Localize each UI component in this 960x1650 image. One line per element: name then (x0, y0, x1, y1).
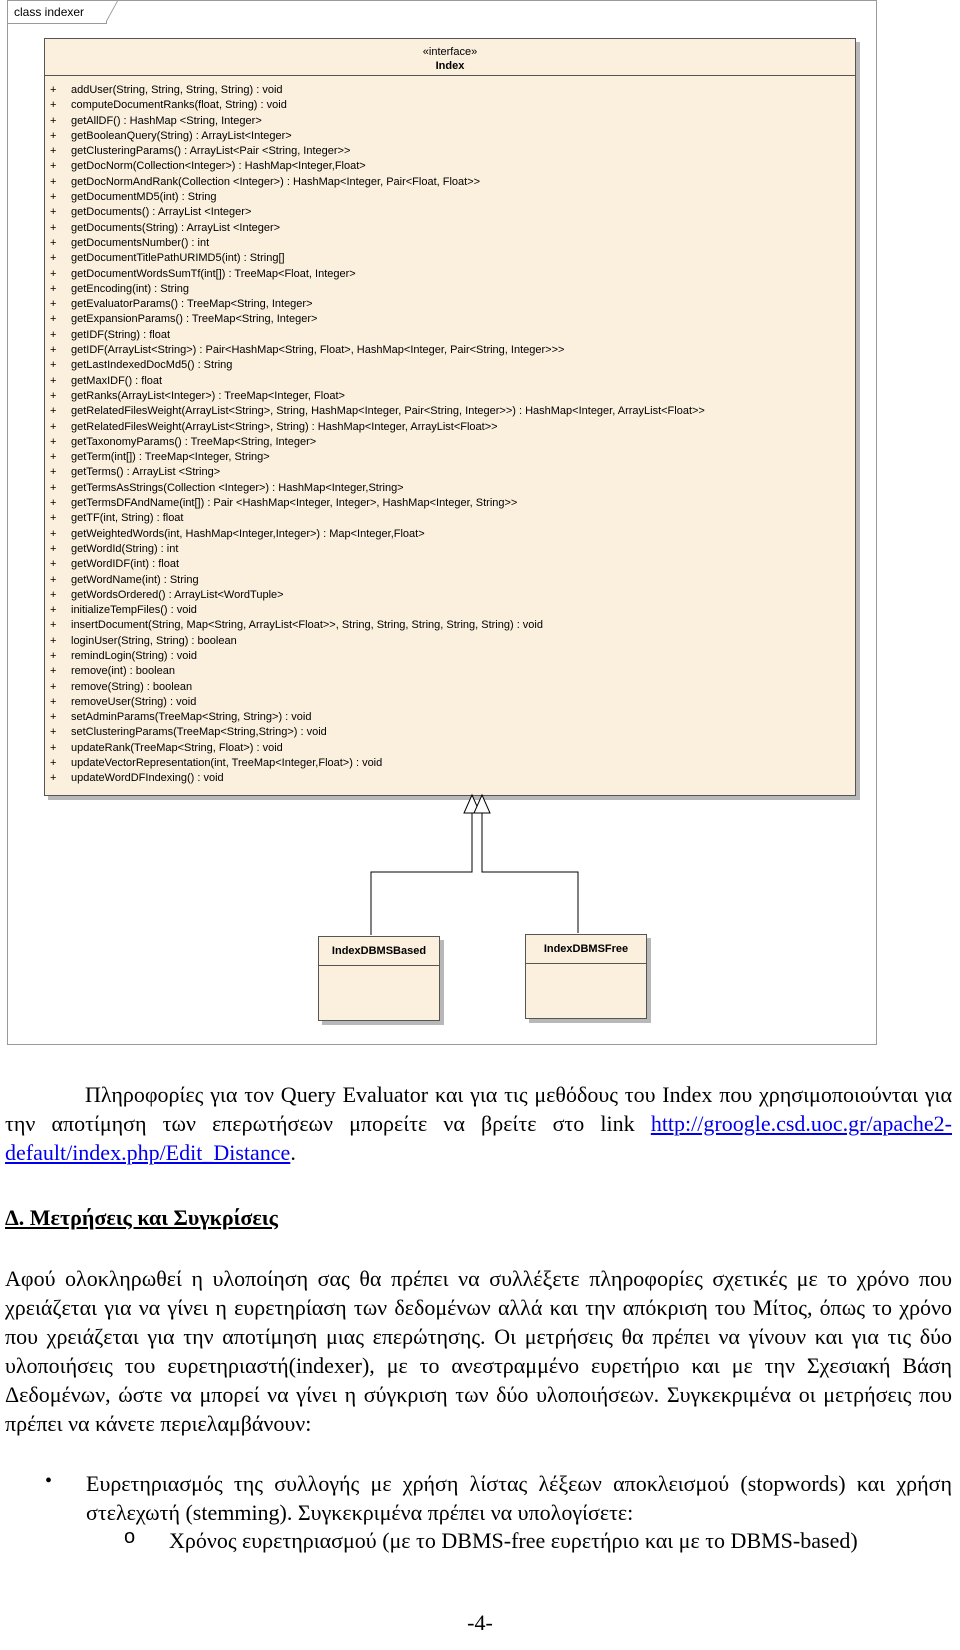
visibility-marker: + (50, 114, 57, 127)
info-text: Πληροφορίες για τον Query Evaluator και για τις μεθόδους του Index που χρησιμοποιούνται για την αποτίμηση των επερωτήσεων μπορείτε να βρείτε στο link (5, 1082, 952, 1136)
method-signature: getIDF(ArrayList<String>) : Pair<HashMap<String, Float>, HashMap<Integer, Pair<String, Integer>>> (71, 344, 565, 357)
sub-bullet-item: Χρόνος ευρετηριασμού (με το DBMS-free ευρετήριο και με το DBMS-based) (169, 1528, 858, 1553)
visibility-marker: + (50, 772, 57, 785)
bullet-item: Ευρετηριασμός της συλλογής με χρήση λίστας λέξεων αποκλεισμού (stopwords) και χρήση στελεχωτή (stemming). Συγκεκριμένα πρέπει να υπολογίσετε: (86, 1471, 952, 1525)
visibility-marker: + (50, 680, 57, 693)
interface-name: Index (435, 60, 465, 72)
method-signature: getRelatedFilesWeight(ArrayList<String>, String, HashMap<Integer, Pair<String, Integer>>) : HashMap<Integer, ArrayList<Float>> (71, 405, 705, 418)
visibility-marker: + (50, 665, 57, 678)
method-signature: getDocuments(String) : ArrayList <Integer> (71, 221, 281, 234)
visibility-marker: + (50, 497, 57, 510)
visibility-marker: + (50, 695, 57, 708)
diagram-frame-label: class indexer (8, 1, 107, 24)
visibility-marker: + (50, 84, 57, 96)
method-signature: getDocNorm(Collection<Integer>) : HashMap<Integer,Float> (71, 160, 366, 173)
visibility-marker: + (50, 313, 57, 326)
connector-right (482, 810, 578, 933)
method-signature: getTermsDFAndName(int[]) : Pair <HashMap<Integer, Integer>, HashMap<Integer, String>> (71, 497, 518, 510)
class-name: IndexDBMSBased (319, 937, 439, 966)
visibility-marker: + (50, 267, 57, 280)
connector-left (371, 810, 472, 935)
method-signature: getDocumentMD5(int) : String (71, 191, 217, 204)
method-signature: getDocNormAndRank(Collection <Integer>) : HashMap<Integer, Pair<Float, Float>> (71, 175, 481, 188)
visibility-marker: + (50, 741, 57, 754)
method-signature: remindLogin(String) : void (71, 649, 197, 662)
method-signature: getAllDF() : HashMap <String, Integer> (71, 114, 262, 127)
visibility-marker: + (50, 527, 57, 540)
method-signature: setClusteringParams(TreeMap<String,String>) : void (71, 726, 327, 739)
visibility-marker: + (50, 558, 57, 571)
visibility-marker: + (50, 175, 57, 188)
method-signature: setAdminParams(TreeMap<String, String>) : void (71, 711, 312, 724)
visibility-marker: + (50, 374, 57, 387)
method-signature: getEvaluatorParams() : TreeMap<String, Integer> (71, 298, 313, 311)
visibility-marker: + (50, 542, 57, 555)
visibility-marker: + (50, 328, 57, 341)
visibility-marker: + (50, 435, 57, 448)
method-signature: removeUser(String) : void (71, 695, 197, 708)
visibility-marker: + (50, 604, 57, 617)
visibility-marker: + (50, 451, 57, 464)
method-signature: updateRank(TreeMap<String, Float>) : void (71, 741, 283, 754)
visibility-marker: + (50, 711, 57, 724)
visibility-marker: + (50, 145, 57, 158)
method-signature: getDocumentsNumber() : int (71, 236, 210, 249)
visibility-marker: + (50, 344, 57, 357)
visibility-marker: + (50, 512, 57, 525)
visibility-marker: + (50, 298, 57, 311)
visibility-marker: + (50, 573, 57, 586)
method-signature: updateWordDFIndexing() : void (71, 772, 224, 785)
page-number: -4- (467, 1610, 493, 1635)
method-signature: getRelatedFilesWeight(ArrayList<String>, String) : HashMap<Integer, ArrayList<Float>> (71, 420, 498, 433)
method-signature: getTaxonomyParams() : TreeMap<String, Integer> (71, 435, 317, 448)
method-signature: insertDocument(String, Map<String, ArrayList<Float>>, String, String, String, String, String) : void (71, 619, 543, 632)
visibility-marker: + (50, 236, 57, 249)
visibility-marker: + (50, 466, 57, 479)
method-signature: getExpansionParams() : TreeMap<String, Integer> (71, 313, 318, 326)
method-signature: getWordsOrdered() : ArrayList<WordTuple> (71, 588, 284, 601)
section-heading: Δ. Μετρήσεις και Συγκρίσεις (5, 1205, 278, 1230)
visibility-marker: + (50, 649, 57, 662)
visibility-marker: + (50, 129, 57, 142)
method-signature: getWeightedWords(int, HashMap<Integer,Integer>) : Map<Integer,Float> (71, 527, 425, 540)
method-signature: loginUser(String, String) : boolean (71, 634, 237, 647)
method-signature: getBooleanQuery(String) : ArrayList<Integer> (71, 129, 292, 142)
visibility-marker: + (50, 252, 57, 265)
visibility-marker: + (50, 282, 57, 295)
visibility-marker: + (50, 420, 57, 433)
visibility-marker: + (50, 160, 57, 173)
info-paragraph (5, 1080, 952, 1167)
method-signature: getWordName(int) : String (71, 573, 199, 586)
visibility-marker: + (50, 99, 57, 112)
info-text-end: . (290, 1140, 296, 1165)
class-name: IndexDBMSFree (526, 935, 646, 964)
visibility-marker: + (50, 206, 57, 219)
visibility-marker: + (50, 726, 57, 739)
method-signature: getLastIndexedDocMd5() : String (71, 359, 233, 372)
sub-bullet-marker: o (124, 1526, 136, 1548)
method-signature: getTF(int, String) : float (71, 512, 184, 525)
method-signature: getWordIDF(int) : float (71, 558, 179, 571)
visibility-marker: + (50, 191, 57, 204)
bullet-marker: • (45, 1470, 53, 1492)
method-signature: getDocuments() : ArrayList <Integer> (71, 206, 252, 219)
method-signature: initializeTempFiles() : void (71, 604, 197, 617)
interface-stereotype: «interface» (422, 46, 478, 58)
method-signature: getTermsAsStrings(Collection <Integer>) : HashMap<Integer,String> (71, 481, 404, 494)
method-signature: getIDF(String) : float (71, 328, 171, 341)
method-signature: getRanks(ArrayList<Integer>) : TreeMap<Integer, Float> (71, 389, 345, 402)
visibility-marker: + (50, 389, 57, 402)
method-signature: updateVectorRepresentation(int, TreeMap<Integer,Float>) : void (71, 757, 383, 770)
method-signature: getEncoding(int) : String (71, 282, 190, 295)
visibility-marker: + (50, 359, 57, 372)
method-signature: getClusteringParams() : ArrayList<Pair <String, Integer>> (71, 145, 351, 158)
method-signature: remove(int) : boolean (71, 665, 175, 678)
method-signature: getTerm(int[]) : TreeMap<Integer, String> (71, 451, 270, 464)
visibility-marker: + (50, 757, 57, 770)
method-signature: getDocumentWordsSumTf(int[]) : TreeMap<Float, Integer> (71, 267, 356, 280)
visibility-marker: + (50, 221, 57, 234)
edit-distance-link[interactable]: http://groogle.csd.uoc.gr/apache2-default/index.php/Edit_Distance (5, 1111, 952, 1165)
visibility-marker: + (50, 634, 57, 647)
method-signature: getDocumentTitlePathURIMD5(int) : String[] (71, 252, 285, 265)
method-signature: computeDocumentRanks(float, String) : void (71, 99, 287, 112)
method-signature: getTerms() : ArrayList <String> (71, 466, 221, 479)
method-signature: getWordId(String) : int (71, 542, 179, 555)
method-signature: getMaxIDF() : float (71, 374, 163, 387)
visibility-marker: + (50, 405, 57, 418)
method-signature: addUser(String, String, String, String) : void (71, 84, 283, 96)
measurements-paragraph: Αφού ολοκληρωθεί η υλοποίηση σας θα πρέπει να συλλέξετε πληροφορίες σχετικές με το χρόνο που χρειάζεται για να γίνει η ευρετηρίαση των δεδομένων αλλά και την απόκριση του Μίτος, όπως το χρόνο που χρειάζεται για την αποτίμηση μιας επερώτησης. Οι μετρήσεις θα πρέπει να γίνουν και για τις δύο υλοποιήσεις του ευρετηριαστή(indexer), με το ανεστραμμένο ευρετήριο και με την Σχεσιακή Βάση Δεδομένων, ώστε να μπορεί να γίνει η σύγκριση των δύο υλοποιήσεων. Συγκεκριμένα οι μετρήσεις που πρέπει να κάνετε περιελαμβάνουν: (5, 1266, 952, 1436)
visibility-marker: + (50, 619, 57, 632)
visibility-marker: + (50, 481, 57, 494)
method-signature: remove(String) : boolean (71, 680, 193, 693)
visibility-marker: + (50, 588, 57, 601)
